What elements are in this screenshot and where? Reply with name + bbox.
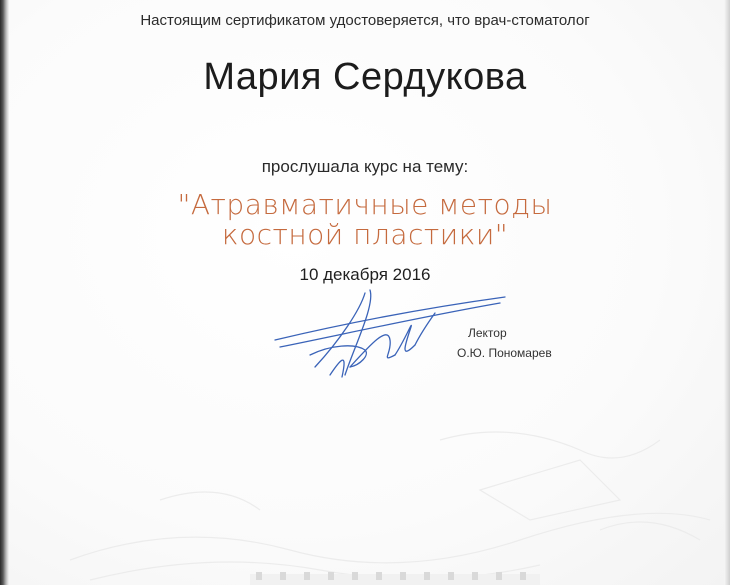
lecturer-role: Лектор — [468, 326, 507, 340]
recipient-name: Мария Сердукова — [203, 56, 527, 98]
course-title-line-1: "Атравматичные методы — [177, 188, 553, 221]
faint-watermark-illustration — [60, 400, 720, 585]
lecturer-block — [457, 323, 552, 363]
course-title — [0, 190, 730, 250]
certificate-date: 10 декабря 2016 — [299, 265, 431, 284]
course-label: прослушала курс на тему: — [261, 157, 469, 176]
certificate-intro: Настоящим сертификатом удостоверяется, что врач-стоматолог — [140, 12, 590, 29]
lecturer-name: О.Ю. Пономарев — [457, 346, 552, 360]
course-title-line-2: костной пластики" — [221, 218, 509, 251]
bottom-decorative-strip — [250, 562, 540, 585]
